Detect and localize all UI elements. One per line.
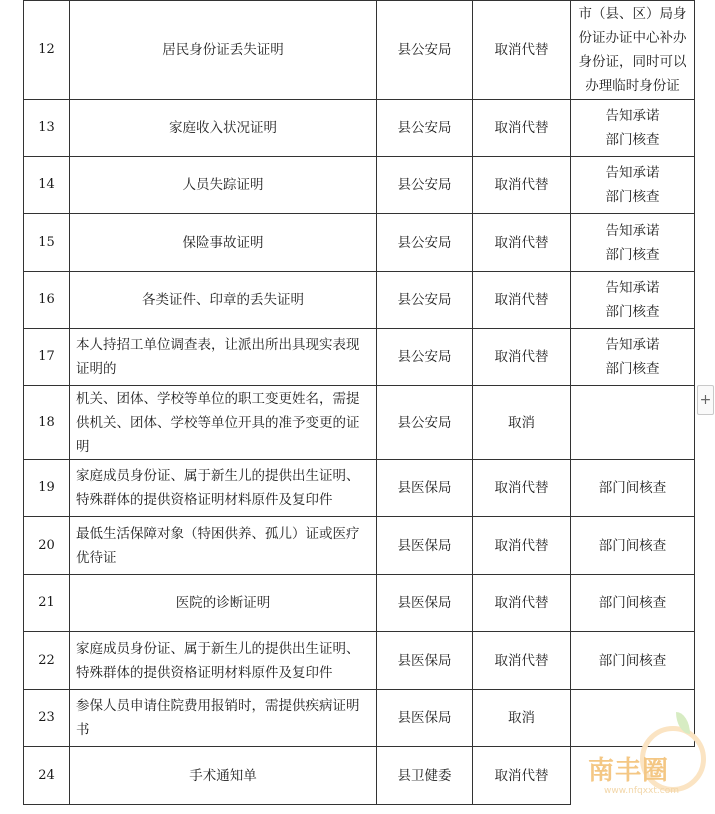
alternative-line: 部门核查 xyxy=(605,304,660,320)
department: 县公安局 xyxy=(377,1,473,100)
alternative-method xyxy=(571,460,695,517)
plus-icon: + xyxy=(699,392,712,408)
action: 取消代替 xyxy=(473,329,571,386)
row-number: 23 xyxy=(24,690,70,747)
item-name: 各类证件、印章的丢失证明 xyxy=(70,272,377,329)
table-row xyxy=(24,575,695,632)
row-number: 15 xyxy=(24,214,70,272)
item-name: 手术通知单 xyxy=(70,747,377,805)
alternative-line: 办理临时身份证 xyxy=(585,78,680,94)
table-row xyxy=(24,157,695,214)
item-name: 家庭成员身份证、属于新生儿的提供出生证明、特殊群体的提供资格证明材料原件及复印件 xyxy=(70,460,377,517)
alternative-method xyxy=(571,272,695,329)
watermark-text: 南丰圈 xyxy=(588,756,670,786)
item-name: 医院的诊断证明 xyxy=(70,575,377,632)
row-number: 18 xyxy=(24,386,70,460)
action: 取消代替 xyxy=(473,632,571,690)
action: 取消 xyxy=(473,690,571,747)
item-name: 家庭收入状况证明 xyxy=(70,100,377,157)
table-row xyxy=(24,100,695,157)
department: 县公安局 xyxy=(377,157,473,214)
item-name: 最低生活保障对象（特困供养、孤儿）证或医疗优待证 xyxy=(70,517,377,575)
department: 县公安局 xyxy=(377,272,473,329)
row-number: 19 xyxy=(24,460,70,517)
alternative-method xyxy=(571,329,695,386)
alternative-method xyxy=(571,1,695,100)
item-name: 本人持招工单位调查表，让派出所出具现实表现证明的 xyxy=(70,329,377,386)
action: 取消代替 xyxy=(473,157,571,214)
alternative-line: 部门间核查 xyxy=(598,480,667,496)
alternative-line: 部门核查 xyxy=(605,189,660,205)
action: 取消代替 xyxy=(473,272,571,329)
table-row xyxy=(24,329,695,386)
department: 县医保局 xyxy=(377,632,473,690)
alternative-line: 告知承诺 xyxy=(605,337,660,353)
action: 取消代替 xyxy=(473,214,571,272)
alternative-line: 部门间核查 xyxy=(598,595,667,611)
alternative-line: 告知承诺 xyxy=(605,280,660,296)
watermark-logo xyxy=(582,712,712,812)
item-name: 保险事故证明 xyxy=(70,214,377,272)
alternative-method xyxy=(571,214,695,272)
department: 县公安局 xyxy=(377,100,473,157)
table-row xyxy=(24,386,695,460)
alternative-method xyxy=(571,157,695,214)
row-number: 24 xyxy=(24,747,70,805)
alternative-line: 告知承诺 xyxy=(605,165,660,181)
row-number: 21 xyxy=(24,575,70,632)
department: 县公安局 xyxy=(377,214,473,272)
alternative-line: 部门核查 xyxy=(605,246,660,263)
department: 县卫健委 xyxy=(377,747,473,805)
row-number: 22 xyxy=(24,632,70,690)
action: 取消代替 xyxy=(473,100,571,157)
action: 取消代替 xyxy=(473,517,571,575)
alternative-method xyxy=(571,100,695,157)
table-row xyxy=(24,517,695,575)
alternative-line: 部门核查 xyxy=(605,132,660,148)
department: 县公安局 xyxy=(377,329,473,386)
alternative-line: 部门核查 xyxy=(605,361,660,377)
row-number: 13 xyxy=(24,100,70,157)
alternative-method xyxy=(571,517,695,575)
department: 县医保局 xyxy=(377,575,473,632)
department: 县医保局 xyxy=(377,460,473,517)
certificate-table xyxy=(23,0,695,805)
alternative-line: 市（县、区）局身 xyxy=(578,6,687,22)
watermark-url: www.nfqxxt.com xyxy=(604,786,679,796)
department: 县公安局 xyxy=(377,386,473,460)
item-name: 机关、团体、学校等单位的职工变更姓名，需提供机关、团体、学校等单位开具的准予变更的证明 xyxy=(70,386,377,460)
alternative-line: 部门间核查 xyxy=(598,537,667,554)
table-row xyxy=(24,632,695,690)
action: 取消代替 xyxy=(473,460,571,517)
item-name: 人员失踪证明 xyxy=(70,157,377,214)
row-number: 14 xyxy=(24,157,70,214)
alternative-method xyxy=(571,386,695,460)
department: 县医保局 xyxy=(377,690,473,747)
alternative-method xyxy=(571,632,695,690)
table-row xyxy=(24,214,695,272)
table-row xyxy=(24,1,695,100)
alternative-line: 告知承诺 xyxy=(605,222,660,239)
item-name: 居民身份证丢失证明 xyxy=(70,1,377,100)
alternative-line: 身份证，同时可以 xyxy=(578,54,687,70)
row-number: 17 xyxy=(24,329,70,386)
alternative-line: 告知承诺 xyxy=(605,108,660,124)
row-number: 16 xyxy=(24,272,70,329)
table-row xyxy=(24,272,695,329)
department: 县医保局 xyxy=(377,517,473,575)
item-name: 家庭成员身份证、属于新生儿的提供出生证明、特殊群体的提供资格证明材料原件及复印件 xyxy=(70,632,377,690)
expand-button[interactable] xyxy=(697,385,714,415)
alternative-line: 份证办证中心补办 xyxy=(578,30,687,46)
item-name: 参保人员申请住院费用报销时，需提供疾病证明书 xyxy=(70,690,377,747)
action: 取消代替 xyxy=(473,575,571,632)
action: 取消 xyxy=(473,386,571,460)
row-number: 12 xyxy=(24,1,70,100)
alternative-line: 部门间核查 xyxy=(598,652,667,669)
action: 取消代替 xyxy=(473,747,571,805)
table-row xyxy=(24,460,695,517)
alternative-method xyxy=(571,575,695,632)
action: 取消代替 xyxy=(473,1,571,100)
row-number: 20 xyxy=(24,517,70,575)
